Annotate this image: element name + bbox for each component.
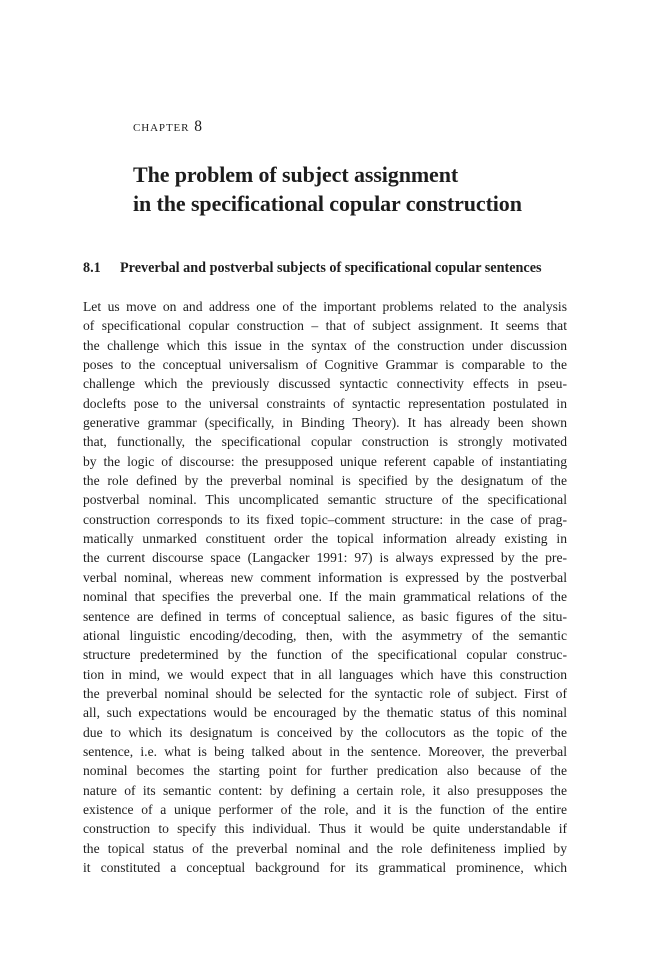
body-line: verbal nominal, whereas new comment information is expressed by the postverbal [83, 569, 567, 585]
body-line: construction to specify this individual. Thus it would be quite understandable if [83, 821, 567, 837]
body-line: all, such expectations would be encouraged by the thematic status of this nominal [83, 705, 567, 721]
body-line: the current discourse space (Langacker 1991: 97) is always expressed by the pre- [83, 550, 567, 566]
body-line: the topical status of the preverbal nominal and the role definiteness implied by [83, 840, 567, 856]
body-line: sentence are defined in terms of conceptual salience, as basic figures of the situ- [83, 608, 567, 624]
body-line: nature of its semantic content: by defining a certain role, it also presupposes the [83, 782, 567, 798]
body-line: of specificational copular construction – that of subject assignment. It seems that [83, 318, 567, 334]
body-line: existence of a unique performer of the role, and it is the function of the entire [83, 801, 567, 817]
body-line: matically unmarked constituent order the topical information already existing in [83, 531, 567, 547]
body-line: by the logic of discourse: the presupposed unique referent capable of instantiating [83, 453, 567, 469]
body-line: Let us move on and address one of the important problems related to the analysis [83, 299, 567, 314]
section-number: 8.1 [83, 260, 101, 276]
chapter-label: chapter 8 [133, 118, 203, 135]
body-line: that, functionally, the specificational copular construction is strongly motivated [83, 434, 567, 450]
chapter-title-line: in the specificational copular construction [133, 191, 522, 216]
body-line: doclefts pose to the universal constraints of syntactic representation postulated in [83, 395, 567, 411]
body-line: poses to the conceptual universalism of Cognitive Grammar is comparable to the [83, 357, 567, 373]
body-line: challenge which the previously discussed syntactic connectivity effects in pseu- [83, 376, 567, 392]
body-line: the preverbal nominal should be selected for the syntactic role of subject. First of [83, 685, 567, 701]
body-line: due to which its designatum is conceived by the collocutors as the topic of the [83, 724, 567, 740]
section-title: Preverbal and postverbal subjects of specificational copular sentences [120, 260, 542, 276]
body-line: nominal that specifies the preverbal one. If the main grammatical relations of the [83, 589, 567, 605]
body-line: it constituted a conceptual background for its grammatical prominence, which [83, 859, 567, 875]
body-line: postverbal nominal. This uncomplicated semantic structure of the specificational [83, 492, 567, 508]
section-heading [83, 260, 573, 277]
body-line: ational linguistic encoding/decoding, then, with the asymmetry of the semantic [83, 627, 567, 643]
body-paragraph [83, 297, 567, 877]
body-line: tion in mind, we would expect that in all languages which have this construction [83, 666, 567, 682]
chapter-title [133, 160, 603, 218]
body-line: construction corresponds to its fixed topic–comment structure: in the case of prag- [83, 511, 567, 527]
body-line: structure predetermined by the function of the specificational copular construc- [83, 647, 567, 663]
body-line: the challenge which this issue in the syntax of the construction under discussion [83, 337, 567, 353]
body-line: the role defined by the preverbal nominal is specified by the designatum of the [83, 473, 567, 489]
body-line: nominal becomes the starting point for further predication also because of the [83, 763, 567, 779]
chapter-title-line: The problem of subject assignment [133, 162, 459, 187]
body-line: generative grammar (specifically, in Binding Theory). It has already been shown [83, 415, 567, 431]
body-line: sentence, i.e. what is being talked about in the sentence. Moreover, the preverbal [83, 743, 567, 759]
